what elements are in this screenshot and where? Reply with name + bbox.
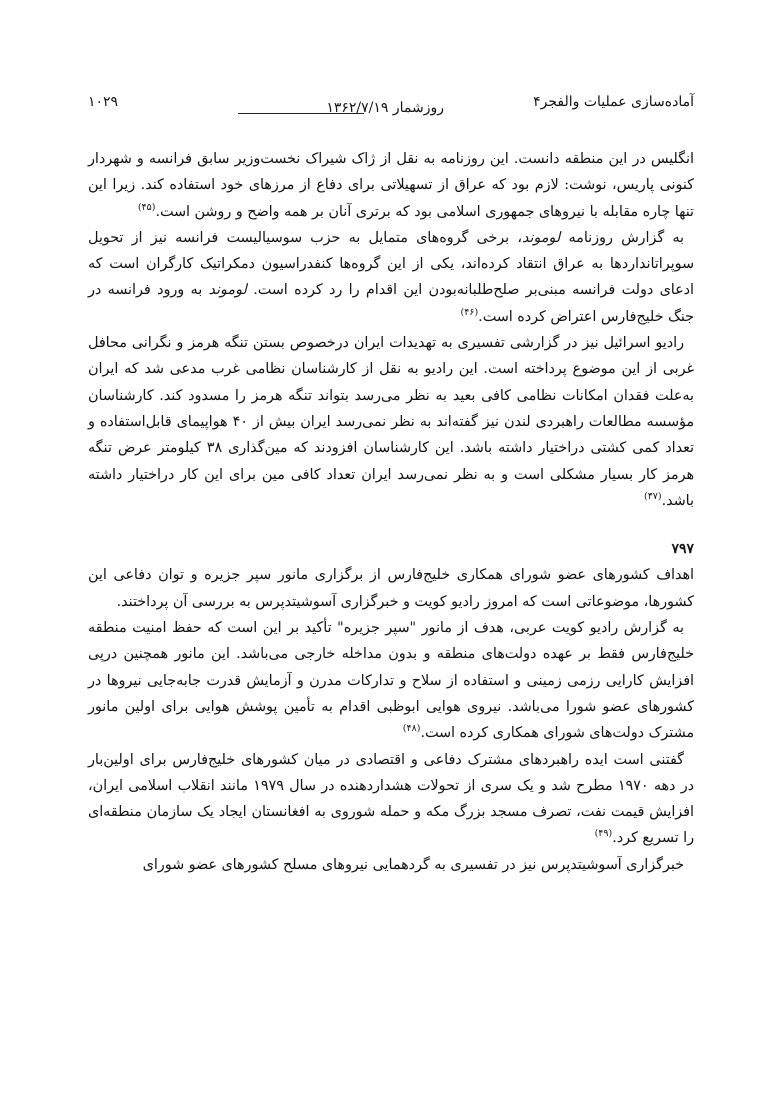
book-title: آماده‌سازی عملیات والفجر۴ — [533, 94, 694, 110]
date-line: روزشمار ۱۳۶۲/۷/۱۹ — [326, 100, 444, 116]
paragraph: اهداف کشورهای عضو شورای همکاری خلیج‌فارس از برگزاری مانور سپر جزیره و توان دفاعی این کشورها، موضوعاتی است که امروز رادیو کویت و خبرگزاری آسوشیتدپرس به بررسی آن پرداختند. — [88, 567, 694, 610]
paragraph: گفتنی است ایده راهبردهای مشترک دفاعی و اقتصادی در میان کشورهای خلیج‌فارس برای اولین‌بار در دهه ۱۹۷۰ مطرح شد و یک سری از تحولات هشداردهنده در سال ۱۹۷۹ مانند انقلاب اسلامی ایران، افزایش قیمت نفت، تصرف مسجد بزرگ مکه و حمله شوروی به افغانستان ایجاد یک سازمان منطقه‌ای را تسریع کرد.$^{(۴۹)}$ — [88, 751, 694, 847]
running-header — [88, 94, 694, 116]
header-rule — [238, 113, 364, 114]
footnote-ref: (۴۶) — [460, 306, 479, 318]
footnote-ref: (۴۹) — [594, 828, 613, 840]
section-number: ۷۹۷ — [671, 541, 694, 558]
paragraph: به گزارش رادیو کویت عربی، هدف از مانور "سپر جزیره" تأکید بر این است که حفظ امنیت منطقه خلیج‌فارس فقط بر عهده دولت‌های منطقه و بدون مداخله خارجی می‌باشد. این مانور همچنین درپی افزایش کارایی رزمی زمینی و استفاده از سلاح و تدارکات مدرن و آزمایش قدرت جابه‌جایی نیروها در کشورهای عضو شورا می‌باشد. نیروی هوایی ابوظبی اقدام به تأمین پوشش هوایی برای اولین مانور مشترک دولت‌های شورای همکاری کرده است.$^{(۴۸)}$ — [88, 620, 694, 742]
paragraph: به گزارش روزنامه لوموند، برخی گروه‌های متمایل به حزب سوسیالیست فرانسه نیز از تحویل سوپراتانداردها به عراق انتقاد کرده‌اند، یکی از این گروه‌ها کنفدراسیون دمکراتیک کارگران است که ادعای دولت فرانسه مبنی‌بر صلح‌طلبانه‌بودن این اقدام را رد کرده است. لوموند به ورود فرانسه در جنگ خلیج‌فارس اعتراض کرده است.$^{(۴۶)}$ — [88, 229, 695, 325]
source-name: لوموند — [208, 282, 247, 299]
body-text — [88, 146, 694, 878]
page-number: ۱۰۲۹ — [88, 94, 119, 110]
footnote-ref: (۴۷) — [643, 490, 662, 502]
paragraph: رادیو اسرائیل نیز در گزارشی تفسیری به تهدیدات ایران درخصوص بستن تنگه هرمز و نگرانی محافل غربی از این موضوع پرداخته است. این رادیو به نقل از کارشناسان نظامی غرب مدعی شد که ایران به‌علت فقدان امکانات نظامی کافی بعید به نظر می‌رسد بتواند تنگه هرمز را مسدود کند. کارشناسان مؤسسه مطالعات راهبردی لندن نیز گفته‌اند به نظر نمی‌رسد ایران بیش از ۴۰ هواپیمای قابل‌استفاده و تعداد کمی کشتی دراختیار داشته باشد. این کارشناسان افزودند که مین‌گذاری ۳۸ کیلومتر عرض تنگه هرمز کار بسیار مشکلی است و به نظر نمی‌رسد ایران تعداد کافی مین برای این کار دراختیار داشته باشد.$^{(۴۷)}$ — [88, 335, 695, 509]
footnote-ref: (۴۵) — [137, 201, 156, 213]
paragraph: خبرگزاری آسوشیتدپرس نیز در تفسیری به گردهمایی نیروهای مسلح کشورهای عضو شورای — [142, 856, 684, 873]
paragraph: انگلیس در این منطقه دانست. این روزنامه به نقل از ژاک شیراک نخست‌وزیر سابق فرانسه و شهردار کنونی پاریس، نوشت: لازم بود که عراق از تسهیلاتی برای دفاع از مرزهای خود استفاده کند. زیرا این تنها چاره مقابله با نیروهای جمهوری اسلامی بود که برتری آنان بر همه واضح و روشن است.$^{(۴۵)}$ — [88, 151, 694, 220]
source-name: لوموند — [521, 229, 561, 246]
footnote-ref: (۴۸) — [402, 723, 421, 735]
